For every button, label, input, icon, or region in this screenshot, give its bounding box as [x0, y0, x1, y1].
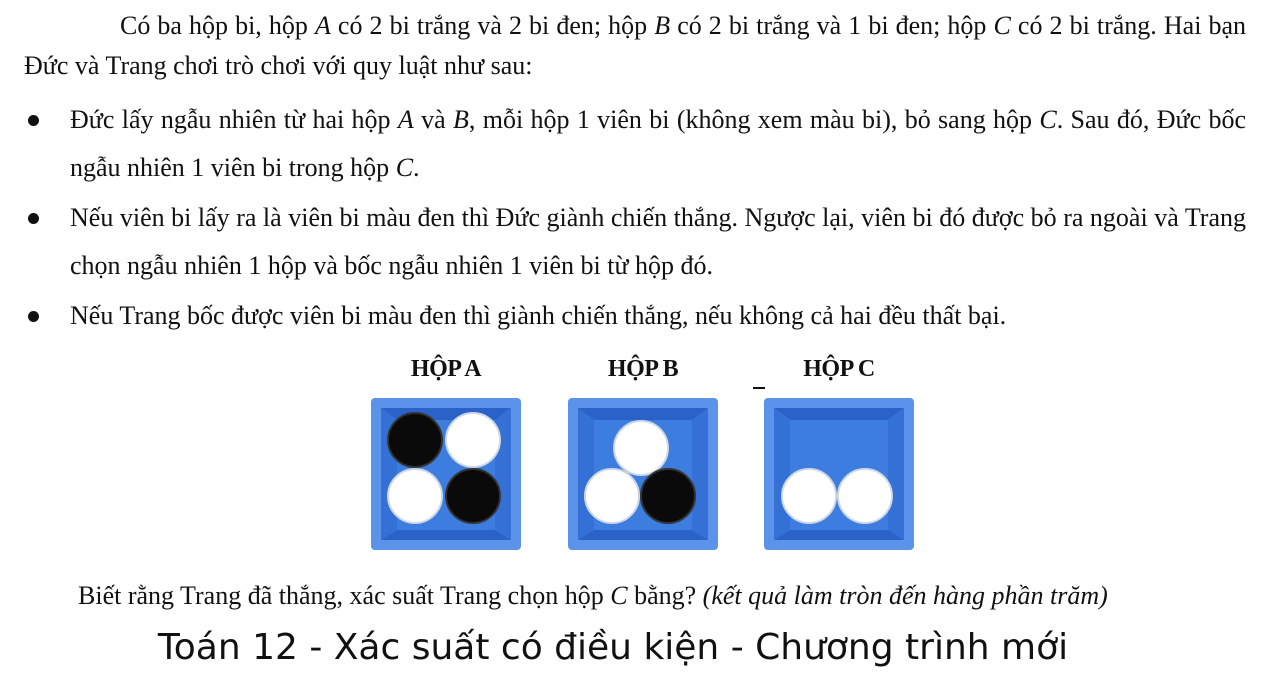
- ball-white: [782, 469, 836, 523]
- box-b: [568, 398, 718, 550]
- var-c: C: [1039, 105, 1057, 134]
- rule-text: Đức lấy ngẫu nhiên từ hai hộp: [70, 105, 398, 134]
- box-b-label: HỘP B: [607, 356, 679, 382]
- box-inner-bottom: [381, 530, 511, 540]
- box-a-graphic: [371, 398, 521, 550]
- bullet-icon: [28, 311, 39, 322]
- intro-text: có 2 bi trắng. Hai bạn Đức và Trang chơi trò chơi với quy luật như sau:: [24, 11, 1247, 80]
- ball-white: [446, 413, 500, 467]
- rule-item-2: [24, 194, 1246, 290]
- ball-black: [641, 469, 695, 523]
- var-c: C: [610, 581, 628, 610]
- var-c: C: [395, 153, 414, 182]
- boxes-figure: [0, 350, 1280, 560]
- bullet-icon: [28, 115, 39, 126]
- box-a-label: HỘP A: [410, 356, 482, 382]
- box-inner-top: [578, 408, 708, 420]
- rule-item-3: [24, 292, 1246, 340]
- box-c-label: HỘP C: [803, 356, 875, 382]
- intro-text: Có ba hộp bi, hộp: [120, 11, 315, 40]
- var-b: B: [453, 105, 469, 134]
- ball-black: [446, 469, 500, 523]
- ball-black: [388, 413, 442, 467]
- box-c: [764, 398, 914, 550]
- problem-intro: [24, 6, 1246, 86]
- rule-text: Nếu viên bi lấy ra là viên bi màu đen thì Đức giành chiến thắng. Ngược lại, viên bi đó được bỏ ra ngoài và Trang chọn ngẫu nhiên 1 hộp và bốc ngẫu nhiên 1 viên bi từ hộp đó.: [70, 203, 1246, 280]
- box-inner-right: [692, 408, 708, 540]
- ball-white: [585, 469, 639, 523]
- rule-text: và: [413, 105, 453, 134]
- rounding-note: (kết quả làm tròn đến hàng phần trăm): [702, 581, 1108, 610]
- rule-text: .: [413, 153, 420, 182]
- stray-dash: [753, 387, 765, 389]
- rule-text: Nếu Trang bốc được viên bi màu đen thì giành chiến thắng, nếu không cả hai đều thất bại.: [70, 301, 1007, 330]
- box-inner-bottom: [578, 530, 708, 540]
- var-a: A: [397, 105, 414, 134]
- question-text: [78, 578, 1108, 614]
- rule-text: , mỗi hộp 1 viên bi (không xem màu bi), bỏ sang hộp: [468, 105, 1040, 134]
- var-b: B: [654, 11, 671, 40]
- box-inner-left: [578, 408, 594, 540]
- box-c-graphic: [764, 398, 914, 550]
- rule-text: . Sau đó, Đức bốc ngẫu nhiên 1 viên bi trong hộp: [70, 105, 1246, 182]
- ball-white: [838, 469, 892, 523]
- box-b-graphic: [568, 398, 718, 550]
- box-a: [371, 398, 521, 550]
- question-part: Biết rằng Trang đã thắng, xác suất Trang chọn hộp: [78, 581, 611, 610]
- ball-white: [388, 469, 442, 523]
- box-inner-right: [888, 408, 904, 540]
- video-title: Toán 12 - Xác suất có điều kiện - Chương trình mới: [157, 627, 1069, 668]
- ball-white: [614, 421, 668, 475]
- var-c: C: [993, 11, 1011, 40]
- box-inner-bottom: [774, 530, 904, 540]
- box-inner-top: [774, 408, 904, 420]
- intro-text: có 2 bi trắng và 2 bi đen; hộp: [330, 11, 655, 40]
- rules-list: [24, 96, 1246, 342]
- intro-text: có 2 bi trắng và 1 bi đen; hộp: [670, 11, 994, 40]
- bullet-icon: [28, 213, 39, 224]
- question-part: bằng?: [627, 581, 703, 610]
- rule-item-1: [24, 96, 1246, 192]
- var-a: A: [314, 11, 331, 40]
- box-inner-left: [774, 408, 790, 540]
